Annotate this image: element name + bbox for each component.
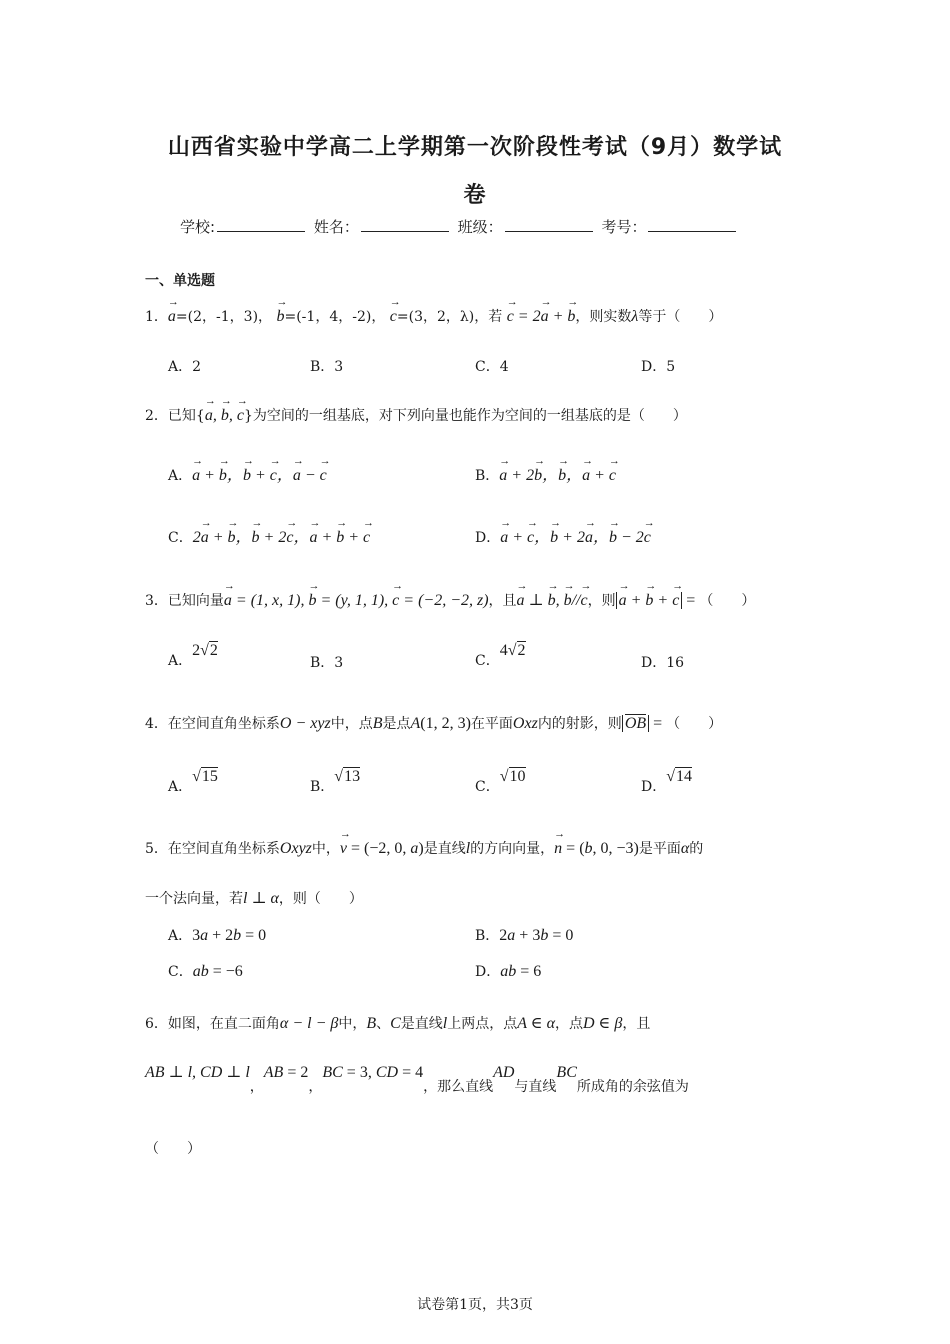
number-blank[interactable]: [648, 217, 736, 232]
question-5: 5．在空间直角坐标系Oxyz中，→ v = (−2, 0, a)是直线l的方向向量，→ n = (b, 0, −3)是平面α的: [145, 838, 703, 858]
question-2: 2．已知{→ a, → b, → c}为空间的一组基底，对下列向量也能作为空间的一组基底的是（ ）: [145, 405, 687, 425]
exam-title: 山西省实验中学高二上学期第一次阶段性考试（9月）数学试: [167, 135, 783, 160]
name-label: 姓名：: [313, 218, 359, 236]
class-blank[interactable]: [505, 217, 593, 232]
q2-option-d: D．→ a + → c，→ b + 2→ a，→ b − 2→ c: [475, 524, 651, 547]
q5-option-d: D．ab = 6: [475, 963, 542, 980]
q5-option-b: B．2a + 3b = 0: [475, 927, 574, 944]
q4-option-a: A．√15: [168, 768, 218, 795]
q5-option-c: C．ab = −6: [168, 963, 243, 980]
school-blank[interactable]: [217, 217, 305, 232]
question-4: 4．在空间直角坐标系O − xyz中，点B是点A(1, 2, 3)在平面Oxz内的射影，则 OB = （ ）: [145, 715, 723, 732]
q3-option-c: C．4√2: [475, 642, 526, 669]
q4-option-d: D．√14: [641, 768, 693, 795]
question-5-line-2: 一个法向量，若l ⊥ α，则（ ）: [145, 890, 363, 907]
exam-title-continued: 卷: [463, 183, 487, 208]
question-1: 1．→ a=(2，-1，3)， → b=(-1，4，-2)， → c=(3，2，λ)，若 → c = 2→ a + → b，则实数λ等于（ ）: [145, 306, 722, 326]
q3-option-b: B．3: [310, 655, 344, 671]
question-3: 3．已知向量→ a = (1, x, 1), → b = (y, 1, 1), → c = (−2, −2, z)，且→ a ⊥ → b, → b//→ c，则→ a + → b + → c = （ ）: [145, 590, 755, 610]
section-heading: 一、单选题: [145, 273, 215, 289]
class-label: 班级：: [457, 218, 503, 236]
question-6: 6．如图，在直二面角α − l − β中，B、C是直线l上两点，点A ∈ α，点D ∈ β，且: [145, 1015, 651, 1032]
q4-option-c: C．√10: [475, 768, 526, 795]
q3-option-a: A．2√2: [168, 642, 218, 669]
q4-option-b: B．√13: [310, 768, 361, 795]
q1-option-a: A．2: [168, 359, 202, 375]
q2-option-a: A．→ a + → b，→ b + → c，→ a − → c: [168, 462, 327, 485]
q3-option-d: D．16: [641, 655, 685, 671]
q2-option-c: C．2→ a + → b，→ b + 2→ c，→ a + → b + → c: [168, 524, 370, 547]
q1-option-d: D．5: [641, 359, 676, 375]
page-footer: 试卷第1页，共3页: [417, 1297, 533, 1313]
question-6-line-2: AB ⊥ l, CD ⊥ l，AB = 2，BC = 3, CD = 4，那么直线AD与直线BC所成角的余弦值为: [145, 1064, 689, 1095]
question-6-line-3: （ ）: [145, 1141, 201, 1157]
number-label: 考号：: [601, 218, 647, 236]
student-info-line: [180, 216, 780, 237]
school-label: 学校:: [180, 218, 216, 236]
q5-option-a: A．3a + 2b = 0: [168, 927, 267, 944]
name-blank[interactable]: [361, 217, 449, 232]
q1-option-b: B．3: [310, 359, 344, 375]
q2-option-b: B．→ a + 2→ b，→ b，→ a + → c: [475, 462, 616, 485]
q1-option-c: C．4: [475, 359, 509, 375]
